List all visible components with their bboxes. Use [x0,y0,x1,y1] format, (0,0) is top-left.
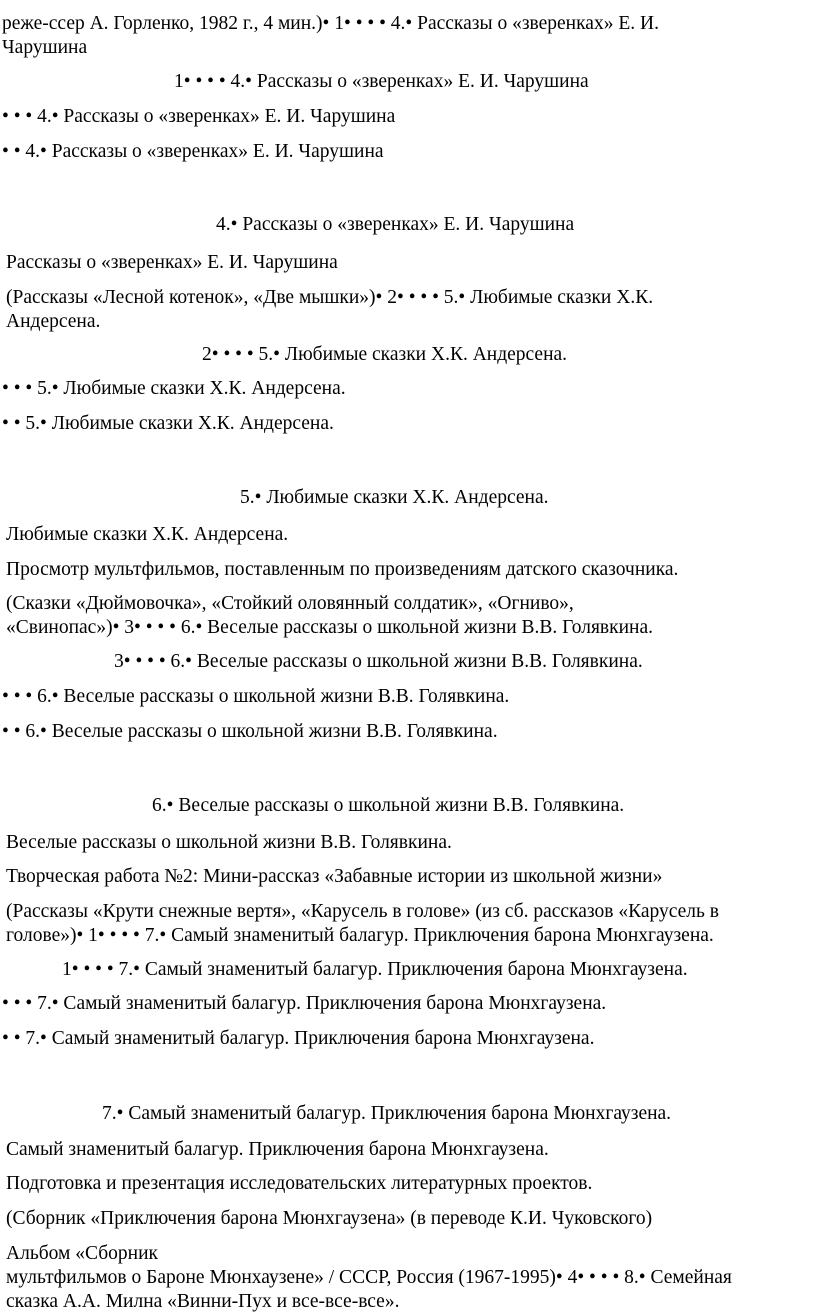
text-line: • • 6.• Веселые рассказы о школьной жизни В.В. Голявкина. [2,721,498,742]
text-line: мультфильмов о Бароне Мюнхаузене» / СССР, Россия (1967-1995)• 4• • • • 8.• Семейная сказка А.А. Милна «Винни-Пух и все-все-все». [6,1267,732,1312]
text-line: (Сказки «Дюймовочка», «Стойкий оловянный солдатик», «Огниво», «Свинопас»)• 3• • • • 6.• Веселые рассказы о школьной жизни В.В. Голявкина. [6,593,654,638]
text-line: 1• • • • 4.• Рассказы о «зверенках» Е. И. Чарушина [174,71,589,92]
text-line: • • • 6.• Веселые рассказы о школьной жизни В.В. Голявкина. [2,686,510,707]
text-line: (Рассказы «Крути снежные вертя», «Карусель в голове» (из сб. рассказов «Карусель в голове»)• 1• • • • 7.• Самый знаменитый балагур. Приключения барона Мюнхгаузена. [6,901,719,946]
text-line: • • 7.• Самый знаменитый балагур. Приключения барона Мюнхгаузена. [2,1028,595,1049]
text-line: Творческая работа №2: Мини-рассказ «Забавные истории из школьной жизни» [6,866,663,887]
text-line: Альбом «Сборник [6,1243,158,1264]
text-line: Веселые рассказы о школьной жизни В.В. Голявкина. [6,832,452,853]
text-line: Любимые сказки Х.К. Андерсена. [6,524,289,545]
text-line: • • 5.• Любимые сказки Х.К. Андерсена. [2,413,334,434]
text-line: • • 4.• Рассказы о «зверенках» Е. И. Чарушина [2,141,384,162]
text-line: Просмотр мультфильмов, поставленным по произведениям датского сказочника. [6,559,679,580]
text-line: 5.• Любимые сказки Х.К. Андерсена. [240,487,549,508]
text-line: Рассказы о «зверенках» Е. И. Чарушина [6,252,338,273]
text-line: Подготовка и презентация исследовательских литературных проектов. [6,1173,593,1194]
text-line: (Сборник «Приключения барона Мюнхгаузена» (в переводе К.И. Чуковского) [6,1208,653,1229]
text-line: • • • 4.• Рассказы о «зверенках» Е. И. Чарушина [2,106,396,127]
text-line: 1• • • • 7.• Самый знаменитый балагур. Приключения барона Мюнхгаузена. [62,959,688,980]
text-line: 6.• Веселые рассказы о школьной жизни В.В. Голявкина. [152,795,625,816]
text-line: 3• • • • 6.• Веселые рассказы о школьной жизни В.В. Голявкина. [114,651,643,672]
text-line: 2• • • • 5.• Любимые сказки Х.К. Андерсена. [202,344,568,365]
text-line: • • • 5.• Любимые сказки Х.К. Андерсена. [2,378,346,399]
text-line: реже-ссер А. Горленко, 1982 г., 4 мин.)• 1• • • • 4.• Рассказы о «зверенках» Е. И. Чарушина [2,13,659,58]
text-line: (Рассказы «Лесной котенок», «Две мышки»)• 2• • • • 5.• Любимые сказки Х.К. Андерсена. [6,287,654,332]
text-line: 4.• Рассказы о «зверенках» Е. И. Чарушина [216,214,575,235]
text-line: Самый знаменитый балагур. Приключения барона Мюнхгаузена. [6,1139,549,1160]
text-line: 7.• Самый знаменитый балагур. Приключения барона Мюнхгаузена. [102,1103,672,1124]
text-line: • • • 7.• Самый знаменитый балагур. Приключения барона Мюнхгаузена. [2,993,607,1014]
